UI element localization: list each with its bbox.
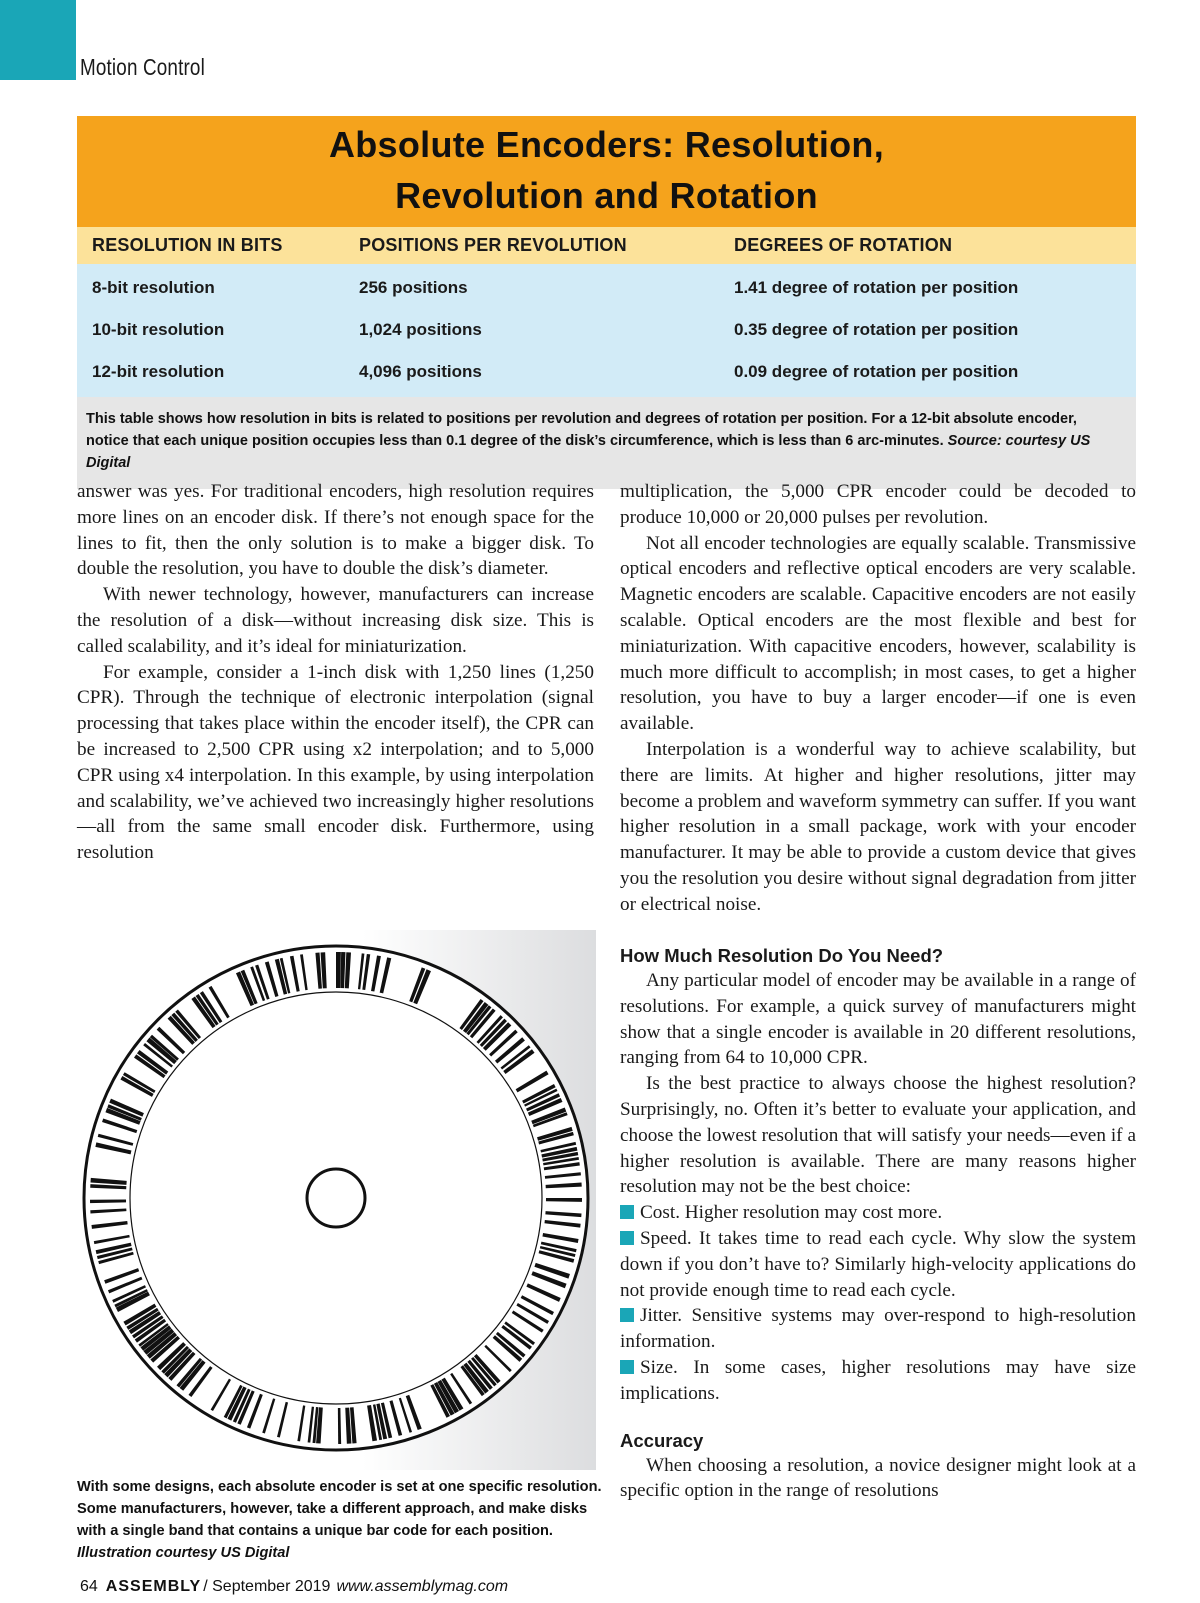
cell-positions: 256 positions	[359, 278, 468, 297]
table-title-line-2: Revolution and Rotation	[395, 175, 818, 216]
issue-date: / September 2019	[203, 1578, 331, 1595]
table-body	[77, 264, 1136, 397]
right-text-column	[620, 479, 1136, 918]
table-row	[77, 267, 1136, 309]
bullet-square-icon	[620, 1205, 634, 1219]
table-row	[77, 351, 1136, 393]
body-paragraph: When choosing a resolution, a novice designer might look at a specific option in the range of resolutions	[620, 1454, 1136, 1502]
bullet-square-icon	[620, 1231, 634, 1245]
body-paragraph: Interpolation is a wonderful way to achieve scalability, but there are limits. At higher and higher resolutions, jitter may become a problem and waveform symmetry can suffer. If you want higher resolution in a small package, work with your encoder manufacturer. It may be able to provide a custom device that gives you the resolution you desire without signal degradation from jitter or electrical noise.	[620, 738, 1136, 915]
barcode-segment	[336, 952, 341, 988]
bullet-text: Size. In some cases, higher resolutions may have size implications.	[620, 1356, 1136, 1404]
page-number: 64	[80, 1578, 98, 1595]
bullet-square-icon	[620, 1360, 634, 1374]
body-paragraph: Any particular model of encoder may be available in a range of resolutions. For example, a quick survey of manufacturers might show that a single encoder is available in 20 different resolutions, ranging from 64 to 10,000 CPR.	[620, 970, 1136, 1069]
table-title-line-1: Absolute Encoders: Resolution,	[328, 124, 885, 165]
bullet-text: Speed. It takes time to read each cycle. Why slow the system down if you don’t have to? Similarly high-velocity applications do not provide enough time to read each cycle.	[620, 1227, 1136, 1301]
body-paragraph: multiplication, the 5,000 CPR encoder could be decoded to produce 10,000 or 20,000 pulses per revolution.	[620, 481, 1136, 528]
bullet-item	[620, 1303, 1136, 1355]
bullet-text: Cost. Higher resolution may cost more.	[640, 1202, 943, 1224]
body-paragraph: With newer technology, however, manufacturers can increase the resolution of a disk—without increasing disk size. This is called scalability, and it’s ideal for miniaturization.	[77, 584, 594, 657]
table-row	[77, 309, 1136, 351]
body-paragraph: answer was yes. For traditional encoders, high resolution requires more lines on an encoder disk. If there’s not enough space for the lines to fit, then the only solution is to make a bigger disk. To double the resolution, you have to double the disk’s diameter.	[77, 481, 594, 580]
bullet-square-icon	[620, 1308, 634, 1322]
cell-positions: 4,096 positions	[359, 362, 482, 381]
header-resolution: RESOLUTION IN BITS	[92, 235, 283, 255]
table-caption-source: Source: courtesy US Digital	[86, 433, 1091, 471]
cell-degrees: 0.35 degree of rotation per position	[734, 320, 1019, 339]
cell-positions: 1,024 positions	[359, 320, 482, 339]
body-paragraph: Is the best practice to always choose the highest resolution? Surprisingly, no. Often it’s better to evaluate your application, and choose the lowest resolution that will satisfy your needs—even if a higher resolution is available. There are many reasons higher resolution may not be the best choice:	[620, 1073, 1136, 1198]
magazine-url: www.assemblymag.com	[336, 1578, 509, 1595]
cell-resolution: 12-bit resolution	[92, 362, 225, 381]
magazine-brand: ASSEMBLY	[105, 1578, 202, 1595]
table-title	[77, 116, 1136, 227]
body-paragraph: For example, consider a 1-inch disk with 1,250 lines (1,250 CPR). Through the technique of electronic interpolation (signal processing that takes place within the encoder itself), the CPR can be increased to 2,500 CPR using x2 interpolation; and to 5,000 CPR using x4 interpolation. In this example, by using interpolation and scalability, we’ve achieved two increasingly higher resolutions—all from the same small encoder disk. Furthermore, using resolution	[77, 661, 594, 864]
bullet-item	[620, 1200, 1136, 1226]
section-heading: How Much Resolution Do You Need?	[620, 945, 944, 966]
cell-resolution: 8-bit resolution	[92, 278, 215, 297]
header-degrees: DEGREES OF ROTATION	[734, 235, 953, 255]
encoder-disk-illustration	[77, 930, 596, 1470]
page-footer	[80, 1578, 508, 1596]
cell-degrees: 0.09 degree of rotation per position	[734, 362, 1019, 381]
figure-caption-text: With some designs, each absolute encoder is set at one specific resolution. Some manufacturers, however, take a different approach, and make disks with a single band that contains a unique bar code for each position.	[77, 1479, 602, 1539]
disk-hub-hole	[307, 1169, 365, 1227]
table-header-row	[77, 227, 1136, 264]
left-text-column	[77, 479, 594, 866]
resolution-table	[77, 116, 1136, 489]
figure-credit: Illustration courtesy US Digital	[77, 1545, 290, 1561]
cell-resolution: 10-bit resolution	[92, 320, 225, 339]
section-label: Motion Control	[80, 54, 205, 80]
section-heading: Accuracy	[620, 1429, 704, 1451]
right-lower-column	[620, 943, 1136, 1504]
bullet-item	[620, 1226, 1136, 1303]
figure-caption	[77, 1476, 602, 1564]
table-caption	[77, 397, 1136, 489]
section-color-tab	[0, 0, 76, 80]
table-caption-text: This table shows how resolution in bits is related to positions per revolution and degrees of rotation per position. For a 12-bit absolute encoder, notice that each unique position occupies less than 0.1 degree of the disk’s circumference, which is less than 6 arc-minutes.	[86, 411, 1077, 449]
barcode-segment	[546, 1198, 582, 1202]
bullet-text: Jitter. Sensitive systems may over-respond to high-resolution information.	[620, 1305, 1136, 1353]
cell-degrees: 1.41 degree of rotation per position	[734, 278, 1019, 297]
bullet-item	[620, 1355, 1136, 1407]
body-paragraph: Not all encoder technologies are equally scalable. Transmissive optical encoders and reflective optical encoders are very scalable. Magnetic encoders are scalable. Capacitive encoders are not easily scalable. Optical encoders are the most flexible and best for miniaturization. With capacitive encoders, however, scalability is much more difficult to accomplish; in most cases, to get a higher resolution, you have to buy a larger encoder—if one is even available.	[620, 532, 1136, 735]
encoder-figure	[77, 930, 596, 1470]
header-positions: POSITIONS PER REVOLUTION	[359, 235, 627, 255]
